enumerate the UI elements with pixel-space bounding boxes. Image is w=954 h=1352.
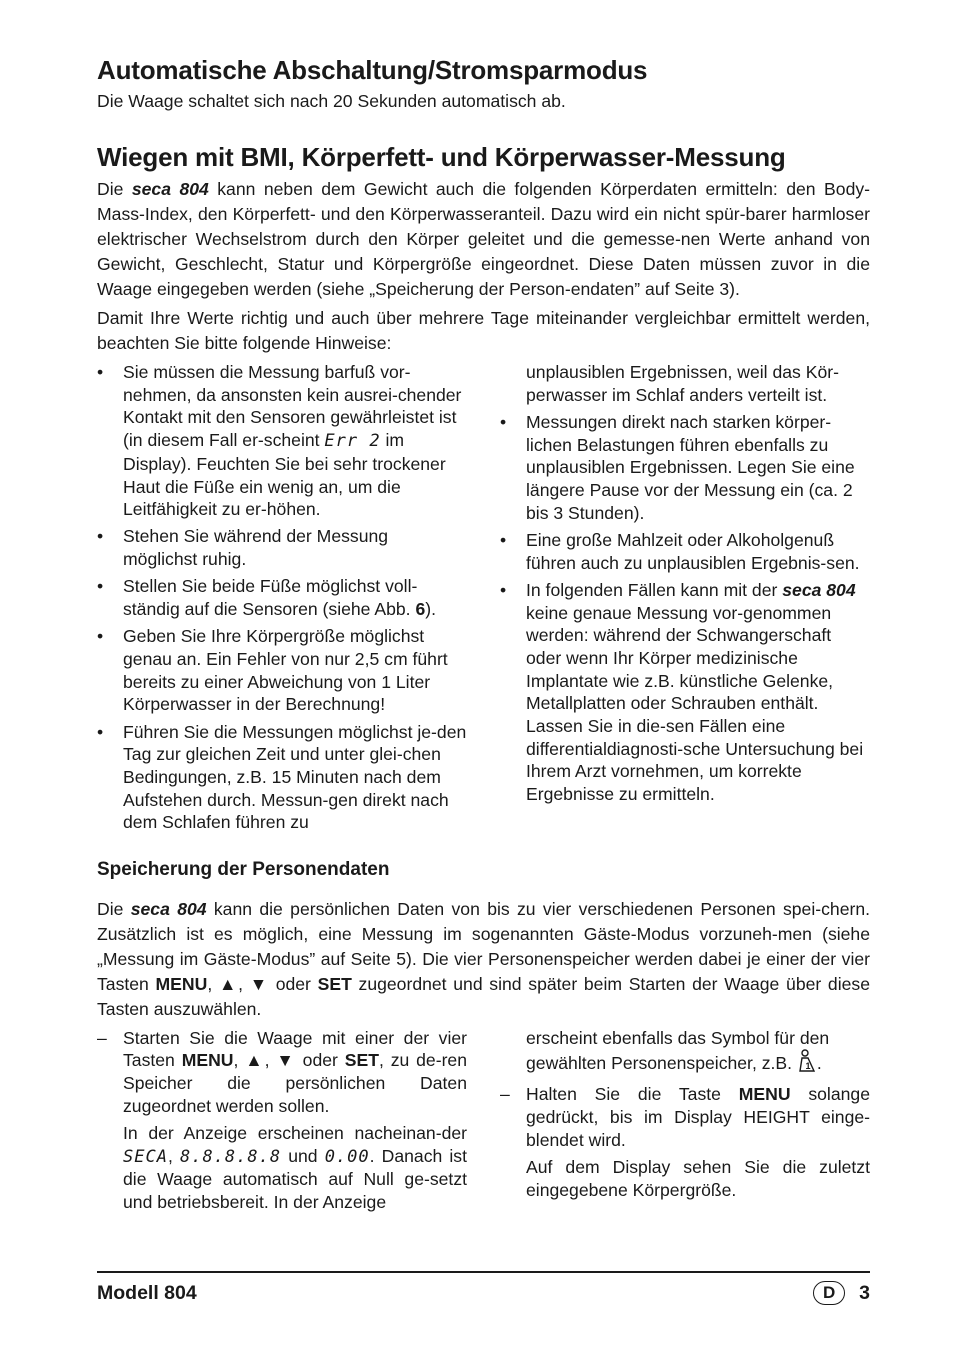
section-title-auto-shutoff: Automatische Abschaltung/Stromsparmodus: [97, 55, 648, 85]
hints-left-column: [97, 361, 467, 839]
key-menu: MENU: [738, 1084, 791, 1105]
key-up: ▲: [245, 1050, 265, 1071]
list-item: – Halten Sie die Taste MENU solange gedrückt, bis im Display HEIGHT einge-blendet wird.: [500, 1084, 870, 1150]
list-item: • Geben Sie Ihre Körpergröße möglichst genau an. Ein Fehler von nur 2,5 cm führt bereits zu einer Abweichung von 1 Liter Körperwasser in der Berechnung!: [97, 626, 448, 715]
hints-columns: [97, 361, 870, 839]
key-set: SET: [317, 973, 352, 994]
key-up: ▲: [218, 973, 239, 994]
person-data-paragraph: Die seca 804 kann die persönlichen Daten von bis zu vier verschiedenen Personen spei-chern. Zusätzlich ist es möglich, eine Messung im sogenannten Gäste-Modus vorzuneh-men (siehe „Messung im Gäste-Modus” auf Seite 5). Die vier Personenspeicher werden dabei je einer der vier Tasten MENU, ▲, ▼ oder SET zugeordnet und sind später beim Starten der Waage über diese Tasten auszuwählen.: [97, 898, 871, 1019]
section-bmi-measurement: [97, 139, 870, 839]
lcd-error-code: Err 2: [324, 431, 381, 452]
figure-reference: 6: [415, 599, 426, 620]
auto-shutoff-text: Die Waage schaltet sich nach 20 Sekunden automatisch ab.: [97, 91, 566, 111]
lcd-zero: 0.00: [324, 1146, 370, 1167]
list-item: • Messungen direkt nach starken körper-lichen Belastungen führen ebenfalls zu unplausiblen Ergebnissen. Legen Sie eine längere Pause vor der Messung ein (ca. 2 bis 3 Stunden).: [500, 411, 855, 523]
footer-page-info: [813, 1281, 870, 1305]
section-person-data: [97, 857, 870, 1219]
list-item-continuation: Auf dem Display sehen Sie die zuletzt eingegebene Körpergröße.: [526, 1157, 870, 1200]
key-menu: MENU: [181, 1050, 234, 1071]
svg-text:1: 1: [805, 1061, 811, 1072]
lcd-seca: SECA: [123, 1146, 168, 1167]
language-badge: D: [813, 1281, 845, 1305]
list-item: – Starten Sie die Waage mit einer der vier Tasten MENU, ▲, ▼ oder SET, zu de-ren Speicher die persönlichen Daten zugeordnet werden sollen.: [97, 1027, 467, 1116]
list-item: • Stehen Sie während der Messung möglichst ruhig.: [97, 526, 389, 570]
page-footer: [97, 1271, 870, 1304]
brand-name: seca 804: [782, 579, 856, 600]
footer-model: Modell 804: [97, 1282, 197, 1304]
list-item: • Führen Sie die Messungen möglichst je-den Tag zur gleichen Zeit und unter glei-chen Bedingungen, z.B. 15 Minuten nach dem Aufstehen durch. Messun-gen direkt nach dem Schlafen führen zu: [97, 721, 467, 833]
bmi-intro-paragraph: Die seca 804 kann neben dem Gewicht auch die folgenden Körperdaten ermitteln: den Body-Mass-Index, den Körperfett- und den Körperwasseranteil. Dazu wird ein nicht spür-barer harmloser elektrischer Wechselstrom durch den Körper geleitet und die gemesse-nen Werte anhand von Gewicht, Geschlecht, Statur und Körpergröße eingeordnet. Diese Daten müssen zuvor in die Waage eingegeben werden (siehe „Speicherung der Person-endaten” auf Seite 3).: [97, 179, 871, 299]
steps-left-column: [97, 1027, 467, 1219]
brand-name: seca 804: [130, 898, 207, 919]
list-item-continuation: unplausiblen Ergebnissen, weil das Kör-perwasser im Schlaf anders verteilt ist.: [526, 362, 839, 405]
key-menu: MENU: [155, 973, 208, 994]
hints-right-column: [500, 361, 870, 839]
steps-right-column: [500, 1027, 870, 1219]
section-title-person-data: Speicherung der Personendaten: [97, 858, 390, 880]
page-content: [97, 52, 870, 1218]
person-memory-1-icon: [797, 1049, 817, 1079]
list-item: • In folgenden Fällen kann mit der seca 804 keine genaue Messung vor-genommen werden: während der Schwangerschaft oder wenn Ihr Körper medizinische Implantate wie z.B. künstliche Gelenke, Metallplatten oder Schrauben enthält. Lassen Sie in die-sen Fällen eine differentialdiagnosti-sche Untersuchung bei Ihrem Arzt vornehmen, um korrekte Ergebnisse zu ermitteln.: [500, 579, 864, 805]
list-item: • Eine große Mahlzeit oder Alkoholgenuß führen auch zu unplausiblen Ergebnis-sen.: [500, 529, 860, 573]
list-item-continuation: In der Anzeige erscheinen nacheinan-der SECA, 8.8.8.8.8 und 0.00. Danach ist die Waage automatisch auf Null ge-setzt und betriebsbereit. In der Anzeige: [123, 1122, 467, 1212]
key-down: ▼: [276, 1050, 296, 1071]
key-down: ▼: [249, 973, 269, 994]
lcd-segment-test: 8.8.8.8.8: [179, 1146, 282, 1167]
page-number: 3: [859, 1281, 870, 1304]
brand-name: seca 804: [131, 179, 209, 199]
steps-columns: [97, 1027, 870, 1219]
section-title-bmi: Wiegen mit BMI, Körperfett- und Körperwasser-Messung: [97, 142, 786, 172]
bmi-hints-paragraph: Damit Ihre Werte richtig und auch über mehrere Tage miteinander vergleichbar ermittelt werden, beachten Sie bitte folgende Hinweise:: [97, 308, 870, 353]
list-item-continuation: erscheint ebenfalls das Symbol für den gewählten Personenspeicher, z.B. 1 .: [500, 1027, 870, 1079]
key-set: SET: [344, 1050, 379, 1071]
list-item: • Sie müssen die Messung barfuß vor-nehmen, da ansonsten kein ausrei-chender Kontakt mit den Sensoren gewährleistet ist (in diesem Fall er-scheint Err 2 im Display). Feuchten Sie bei sehr trockener Haut die Füße ein wenig an, um die Leitfähigkeit zu er-höhen.: [97, 362, 462, 520]
section-auto-shutoff: [97, 52, 870, 114]
list-item: • Stellen Sie beide Füße möglichst voll-ständig auf die Sensoren (siehe Abb. 6).: [97, 576, 436, 620]
